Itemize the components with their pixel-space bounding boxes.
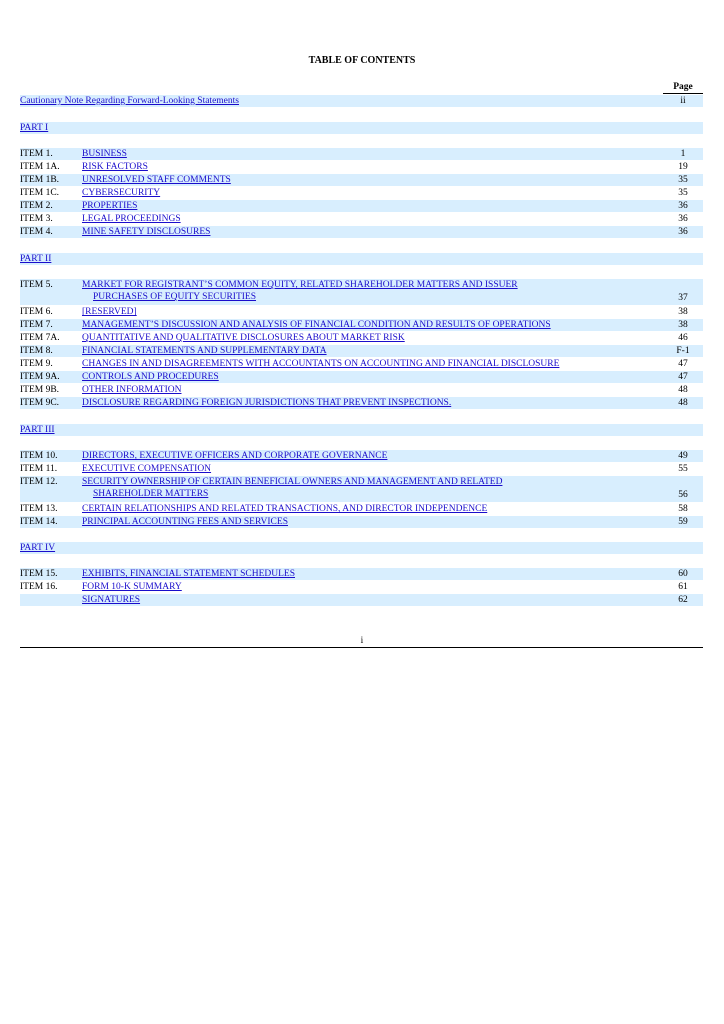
toc-row xyxy=(20,279,703,305)
item-number: ITEM 4. xyxy=(20,227,53,237)
toc-row xyxy=(20,213,703,225)
part-1-link[interactable]: PART I xyxy=(20,123,49,133)
part-3-link[interactable]: PART III xyxy=(20,425,55,435)
item-number: ITEM 15. xyxy=(20,569,58,579)
item-number: ITEM 10. xyxy=(20,451,58,461)
item-number: ITEM 8. xyxy=(20,346,53,356)
page-number: 38 xyxy=(678,307,688,317)
toc-row xyxy=(20,358,703,370)
page-number: 55 xyxy=(678,464,688,474)
item-link[interactable]: RISK FACTORS xyxy=(82,162,148,172)
item-link[interactable]: CYBERSECURITY xyxy=(82,188,161,198)
page-column-header: Page xyxy=(673,82,693,92)
toc-row xyxy=(20,384,703,396)
item-link[interactable]: PRINCIPAL ACCOUNTING FEES AND SERVICES xyxy=(82,517,288,527)
item-link[interactable]: EXHIBITS, FINANCIAL STATEMENT SCHEDULES xyxy=(82,569,295,579)
item-number: ITEM 12. xyxy=(20,477,58,487)
toc-row xyxy=(20,332,703,344)
item-link[interactable]: FINANCIAL STATEMENTS AND SUPPLEMENTARY DATA xyxy=(82,346,327,356)
toc-row xyxy=(20,200,703,212)
signatures-link[interactable]: SIGNATURES xyxy=(82,595,141,605)
page-number: 48 xyxy=(678,385,688,395)
page-number: 59 xyxy=(678,517,688,527)
page-number: F-1 xyxy=(676,346,690,356)
toc-row xyxy=(20,187,703,199)
item-number: ITEM 13. xyxy=(20,504,58,514)
item-number: ITEM 3. xyxy=(20,214,53,224)
item-link[interactable]: [RESERVED] xyxy=(82,307,137,317)
item-number: ITEM 5. xyxy=(20,280,53,290)
page-number: 19 xyxy=(678,162,688,172)
part-header-2 xyxy=(20,253,703,265)
page-number: 36 xyxy=(678,227,688,237)
toc-row xyxy=(20,516,703,528)
item-link[interactable] xyxy=(82,280,662,303)
item-link[interactable]: QUANTITATIVE AND QUALITATIVE DISCLOSURES ABOUT MARKET RISK xyxy=(82,333,405,343)
item-number: ITEM 9A. xyxy=(20,372,60,382)
item-link[interactable]: DISCLOSURE REGARDING FOREIGN JURISDICTIONS THAT PREVENT INSPECTIONS. xyxy=(82,398,452,408)
item-number: ITEM 7A. xyxy=(20,333,60,343)
item-link[interactable]: EXECUTIVE COMPENSATION xyxy=(82,464,212,474)
page-number: 48 xyxy=(678,398,688,408)
item-number: ITEM 16. xyxy=(20,582,58,592)
toc-row xyxy=(20,161,703,173)
page-number: 62 xyxy=(678,595,688,605)
item-link[interactable]: OTHER INFORMATION xyxy=(82,385,182,395)
item-number: ITEM 7. xyxy=(20,320,53,330)
part-header-4 xyxy=(20,542,703,554)
part-4-link[interactable]: PART IV xyxy=(20,543,56,553)
toc-row xyxy=(20,503,703,515)
page-number: 46 xyxy=(678,333,688,343)
toc-row xyxy=(20,476,703,502)
toc-row-cautionary xyxy=(20,95,703,107)
page-number: 56 xyxy=(678,490,688,500)
page-number: 47 xyxy=(678,359,688,369)
item-link[interactable]: MINE SAFETY DISCLOSURES xyxy=(82,227,211,237)
page-number: 1 xyxy=(680,149,686,159)
toc-row xyxy=(20,450,703,462)
toc-row xyxy=(20,345,703,357)
item-link[interactable]: CERTAIN RELATIONSHIPS AND RELATED TRANSACTIONS, AND DIRECTOR INDEPENDENCE xyxy=(82,504,488,514)
toc-row xyxy=(20,581,703,593)
page-number: 36 xyxy=(678,214,688,224)
part-header-3 xyxy=(20,424,703,436)
item-link-line-2: SHAREHOLDER MATTERS xyxy=(93,489,209,499)
toc-row xyxy=(20,568,703,580)
item-link[interactable]: DIRECTORS, EXECUTIVE OFFICERS AND CORPORATE GOVERNANCE xyxy=(82,451,388,461)
page-number: 35 xyxy=(678,175,688,185)
item-number: ITEM 1C. xyxy=(20,188,60,198)
item-link[interactable]: LEGAL PROCEEDINGS xyxy=(82,214,181,224)
toc-row xyxy=(20,319,703,331)
item-number: ITEM 1A. xyxy=(20,162,60,172)
toc-row xyxy=(20,306,703,318)
item-link[interactable]: UNRESOLVED STAFF COMMENTS xyxy=(82,175,231,185)
page-number: 49 xyxy=(678,451,688,461)
item-link-line-1: SECURITY OWNERSHIP OF CERTAIN BENEFICIAL OWNERS AND MANAGEMENT AND RELATED xyxy=(82,477,503,487)
toc-row xyxy=(20,397,703,409)
item-link[interactable]: FORM 10-K SUMMARY xyxy=(82,582,182,592)
cautionary-note-link[interactable]: Cautionary Note Regarding Forward-Looking Statements xyxy=(20,96,239,106)
item-number: ITEM 9. xyxy=(20,359,53,369)
item-number: ITEM 11. xyxy=(20,464,58,474)
item-link[interactable] xyxy=(82,477,662,500)
page-number: 61 xyxy=(678,582,688,592)
page-number: 58 xyxy=(678,504,688,514)
item-link[interactable]: PROPERTIES xyxy=(82,201,138,211)
page-number: ii xyxy=(680,96,686,106)
page-number: 60 xyxy=(678,569,688,579)
footer-rule xyxy=(20,647,703,648)
page-header-rule xyxy=(663,93,703,94)
item-number: ITEM 1. xyxy=(20,149,53,159)
item-link[interactable]: CONTROLS AND PROCEDURES xyxy=(82,372,219,382)
toc-row xyxy=(20,174,703,186)
page-number: 36 xyxy=(678,201,688,211)
item-link[interactable]: MANAGEMENT’S DISCUSSION AND ANALYSIS OF FINANCIAL CONDITION AND RESULTS OF OPERATIONS xyxy=(82,320,551,330)
item-number: ITEM 9C. xyxy=(20,398,60,408)
toc-row xyxy=(20,371,703,383)
toc-row xyxy=(20,463,703,475)
part-header-1 xyxy=(20,122,703,134)
item-number: ITEM 1B. xyxy=(20,175,60,185)
item-number: ITEM 14. xyxy=(20,517,58,527)
page-title: TABLE OF CONTENTS xyxy=(308,55,416,66)
part-2-link[interactable]: PART II xyxy=(20,254,52,264)
page-number: 37 xyxy=(678,293,688,303)
page-number: 38 xyxy=(678,320,688,330)
toc-row xyxy=(20,594,703,606)
item-link-line-1: MARKET FOR REGISTRANT’S COMMON EQUITY, RELATED SHAREHOLDER MATTERS AND ISSUER xyxy=(82,280,518,290)
toc-row xyxy=(20,148,703,160)
footer-page-number: i xyxy=(360,636,364,646)
page-number: 35 xyxy=(678,188,688,198)
item-link-line-2: PURCHASES OF EQUITY SECURITIES xyxy=(93,292,257,302)
item-number: ITEM 6. xyxy=(20,307,53,317)
item-number: ITEM 2. xyxy=(20,201,53,211)
toc-row xyxy=(20,226,703,238)
item-link[interactable]: CHANGES IN AND DISAGREEMENTS WITH ACCOUNTANTS ON ACCOUNTING AND FINANCIAL DISCLOSURE xyxy=(82,359,560,369)
item-number: ITEM 9B. xyxy=(20,385,60,395)
page-number: 47 xyxy=(678,372,688,382)
item-link[interactable]: BUSINESS xyxy=(82,149,127,159)
